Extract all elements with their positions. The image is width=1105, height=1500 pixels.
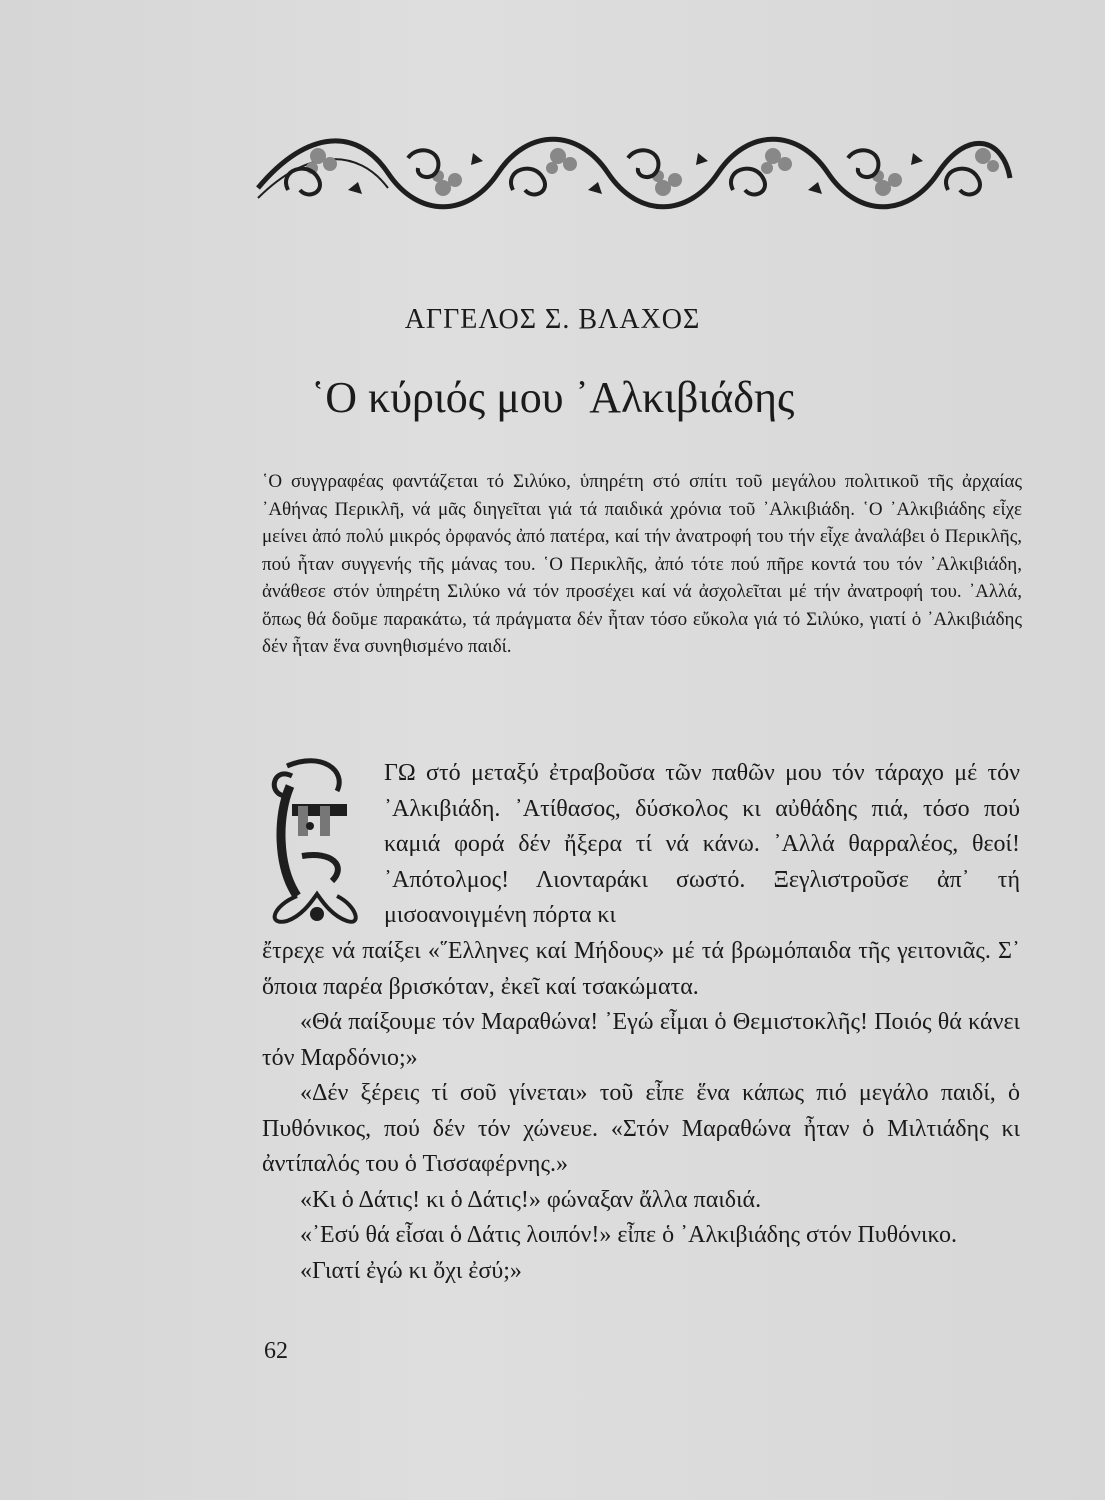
decorative-vine-ornament [248,128,1018,218]
intro-paragraph: ῾Ο συγγραφέας φαντάζεται τό Σιλύκο, ὑπηρέτη στό σπίτι τοῦ μεγάλου πολιτικοῦ τῆς ἀρχαίας ᾿Αθήνας Περικλῆ, νά μᾶς διηγεῖται γιά τά παιδικά χρόνια τοῦ ᾿Αλκιβιάδη. ῾Ο ᾿Αλκιβιάδης εἶχε μείνει ἀπό πολύ μικρός ὀρφανός ἀπό πατέρα, καί τήν ἀνατροφή του τήν εἶχε ἀναλάβει ὁ Περικλῆς, πού ἦταν συγγενής τῆς μάνας του. ῾Ο Περικλῆς, ἀπό τότε πού πῆρε κοντά του τόν ᾿Αλκιβιάδη, ἀνάθεσε στόν ὑπηρέτη Σιλύκο νά τόν προσέχει καί νά ἀσχολεῖται μέ τήν ἀνατροφή του. ᾿Αλλά, ὅπως θά δοῦμε παρακάτω, τά πράγματα δέν ἦταν τόσο εὔκολα γιά τό Σιλύκο, γιατί ὁ ᾿Αλκιβιάδης δέν ἦταν ἕνα συνηθισμένο παιδί. [262,471,1022,657]
paragraph: «Κι ὁ Δάτις! κι ὁ Δάτις!» φώναξαν ἄλλα παιδιά. [300,1186,762,1213]
page-number: 62 [264,1338,288,1364]
first-paragraph-continuation: ἔτρεχε νά παίξει «῞Ελληνες καί Μήδους» μέ τά βρωμόπαιδα τῆς γειτονιᾶς. Σ᾿ ὅποια παρέα βρισκόταν, ἐκεῖ καί τσακώματα. [262,938,1020,1000]
paragraph: «Δέν ξέρεις τί σοῦ γίνεται» τοῦ εἶπε ἕνα κάπως πιό μεγάλο παιδί, ὁ Πυθόνικος, πού δέν τόν χώνευε. «Στόν Μαραθώνα ἦταν ὁ Μιλτιάδης κι ἀντίπαλός του ὁ Τισσαφέρνης.» [262,1080,1020,1177]
first-paragraph: ΓΩ στό μεταξύ ἐτραβοῦσα τῶν παθῶν μου τόν τάραχο μέ τόν ᾿Αλκιβιάδη. ᾿Ατίθασος, δύσκολος κι αὐθάδης πιά, τόσο πού καμιά φορά δέν ἤξερα τί νά κάνω. ᾿Αλλά θαρραλέος, θεοί! ᾿Απότολμος! Λιονταράκι σωστό. Ξεγλιστροῦσε ἀπ᾿ τή μισοανοιγμένη πόρτα κι [384,760,1020,928]
paragraph: «᾿Εσύ θά εἶσαι ὁ Δάτις λοιπόν!» εἶπε ὁ ᾿Αλκιβιάδης στόν Πυθόνικο. [300,1222,958,1248]
story-body [262,934,1020,1289]
paragraph: «Θά παίξουμε τόν Μαραθώνα! ᾿Εγώ εἶμαι ὁ Θεμιστοκλῆς! Ποιός θά κάνει τόν Μαρδόνιο;» [262,1009,1020,1071]
chapter-title: ῾Ο κύριός μου ᾿Αλκιβιάδης [310,373,795,422]
ornamental-dropcap-letter-e [262,756,362,928]
author-name: ΑΓΓΕΛΟΣ Σ. ΒΛΑΧΟΣ [404,304,701,335]
paragraph: «Γιατί ἐγώ κι ὄχι ἐσύ;» [300,1257,522,1284]
